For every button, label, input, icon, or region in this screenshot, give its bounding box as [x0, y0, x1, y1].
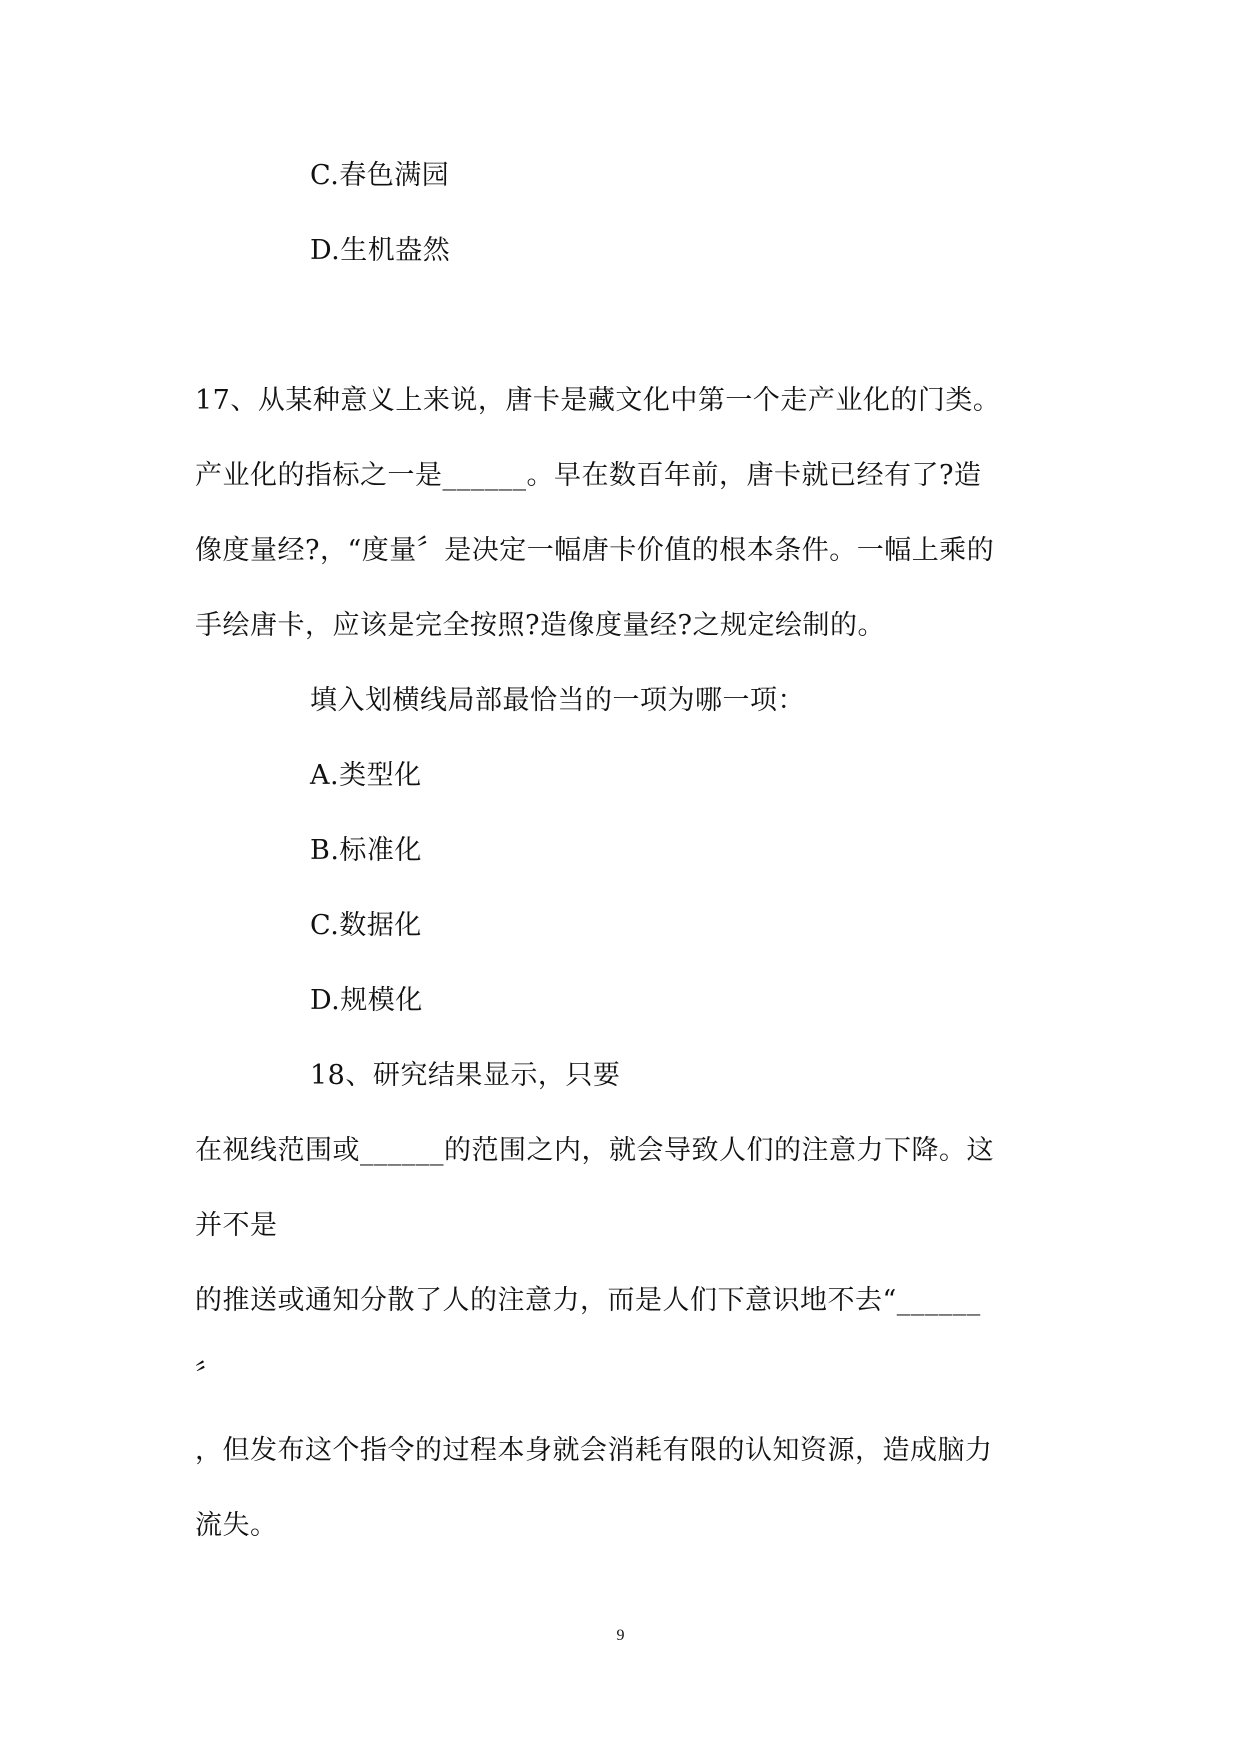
- q18-line-7: 流失。: [195, 1510, 278, 1541]
- q17-stem-line-4: 手绘唐卡，应该是完全按照?造像度量经?之规定绘制的。: [195, 610, 885, 641]
- q18-line-6: ，但发布这个指令的过程本身就会消耗有限的认知资源，造成脑力: [195, 1435, 993, 1466]
- q17-prompt: 填入划横线局部最恰当的一项为哪一项：: [310, 685, 805, 716]
- page-number: 9: [616, 1627, 625, 1644]
- q17-option-c: C.数据化: [310, 910, 422, 941]
- q17-option-b: B.标准化: [310, 835, 422, 866]
- q18-line-5: 〞: [195, 1360, 223, 1391]
- q18-line-1: 18、研究结果显示，只要: [310, 1060, 621, 1091]
- q16-option-d: D.生机盎然: [310, 235, 451, 266]
- q16-option-c: C.春色满园: [310, 160, 450, 191]
- q17-stem-line-1: 17、从某种意义上来说，唐卡是藏文化中第一个走产业化的门类。: [195, 385, 1001, 416]
- q17-stem-line-2: 产业化的指标之一是______。早在数百年前，唐卡就已经有了?造: [195, 460, 982, 491]
- q18-line-4: 的推送或通知分散了人的注意力，而是人们下意识地不去“______: [195, 1285, 981, 1316]
- q18-line-3: 并不是: [195, 1210, 278, 1241]
- q17-stem-line-3: 像度量经?，“度量〞是决定一幅唐卡价值的根本条件。一幅上乘的: [195, 535, 995, 566]
- q18-line-2: 在视线范围或______的范围之内，就会导致人们的注意力下降。这: [195, 1135, 994, 1166]
- q17-option-d: D.规模化: [310, 985, 423, 1016]
- q17-option-a: A.类型化: [310, 760, 422, 791]
